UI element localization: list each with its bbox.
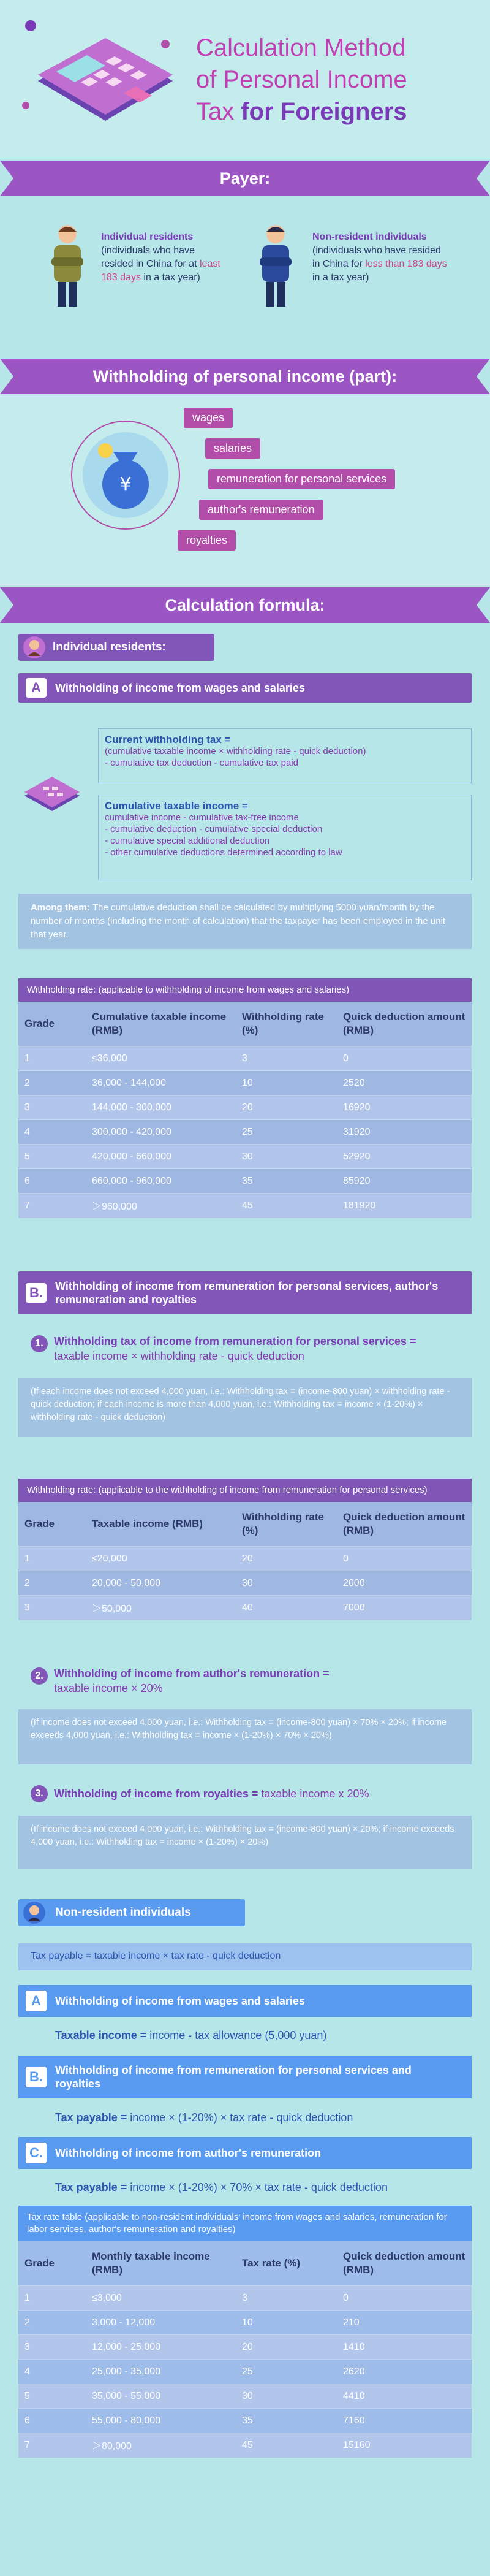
t3-r5-c1: 55,000 - 80,000 bbox=[86, 2409, 236, 2433]
t1-r5-c0: 6 bbox=[18, 1169, 86, 1194]
table1-grid bbox=[18, 1002, 472, 1218]
t2-r0-c1: ≤20,000 bbox=[86, 1547, 236, 1571]
t2-r1-c0: 2 bbox=[18, 1571, 86, 1596]
t1-r3-c2: 25 bbox=[236, 1120, 337, 1145]
t1-r6-c3: 181920 bbox=[337, 1194, 472, 1218]
formula-1-body: taxable income × withholding rate - quick deduction bbox=[54, 1350, 304, 1362]
among-text: The cumulative deduction shall be calculated by multiplying 5000 yuan/month by the number of months (including the month of calculation) that the taxpayer has been employed in the unit that year. bbox=[31, 902, 446, 940]
table-row bbox=[18, 2409, 472, 2433]
rate-table-1 bbox=[18, 978, 472, 1218]
among-bold: Among them: bbox=[31, 902, 92, 913]
withholding-section bbox=[0, 359, 490, 585]
money-bag-icon bbox=[67, 414, 184, 536]
current-line-2: - cumulative tax deduction - cumulative tax paid bbox=[105, 758, 298, 768]
note-2: (If income does not exceed 4,000 yuan, i.e.: Withholding tax = (income-800 yuan) × 70% × 20%; if income exceeds 4,000 yuan, i.e.: Withholding tax = income × (1-20%) × 70% × 20%) bbox=[18, 1709, 472, 1764]
t2-h0: Grade bbox=[24, 1518, 55, 1530]
residents-label bbox=[18, 634, 214, 661]
t1-r4-c1: 420,000 - 660,000 bbox=[86, 1145, 236, 1169]
resident-avatar-icon bbox=[21, 634, 48, 661]
nonresident-title: Non-resident individuals bbox=[312, 232, 427, 242]
resident-desc-highlight: least 183 days bbox=[101, 259, 221, 283]
header-banner bbox=[0, 0, 490, 159]
t1-r1-c2: 10 bbox=[236, 1071, 337, 1096]
formula-2-body: taxable income × 20% bbox=[54, 1682, 163, 1694]
t1-r0-c2: 3 bbox=[236, 1046, 337, 1071]
nonresident-info bbox=[312, 231, 447, 284]
nr-a-formula-body: income - tax allowance (5,000 yuan) bbox=[149, 2029, 327, 2041]
number-3-icon: 3. bbox=[31, 1785, 48, 1802]
t2-r1-c2: 30 bbox=[236, 1571, 337, 1596]
nonresident-person-icon bbox=[251, 221, 300, 313]
t1-r4-c0: 5 bbox=[18, 1145, 86, 1169]
nr-a-title: Withholding of income from wages and salaries bbox=[55, 1994, 305, 2007]
t3-r4-c1: 35,000 - 55,000 bbox=[86, 2384, 236, 2409]
calc-heading-text: Calculation formula: bbox=[165, 595, 325, 614]
t1-r5-c3: 85920 bbox=[337, 1169, 472, 1194]
t2-r0-c3: 0 bbox=[337, 1547, 472, 1571]
table-row bbox=[18, 1145, 472, 1169]
t3-r2-c1: 12,000 - 25,000 bbox=[86, 2335, 236, 2360]
resident-info bbox=[101, 231, 224, 284]
t3-r0-c3: 0 bbox=[337, 2286, 472, 2311]
title-line-2: of Personal Income bbox=[196, 66, 407, 93]
t1-r6-c0: 7 bbox=[18, 1194, 86, 1218]
payer-heading bbox=[0, 161, 490, 196]
t3-r4-c2: 30 bbox=[236, 2384, 337, 2409]
t2-r2-c1: ＞50,000 bbox=[86, 1596, 236, 1620]
cum-line-1: cumulative income - cumulative tax-free income bbox=[105, 812, 299, 823]
nr-c-formula-head: Tax payable = bbox=[55, 2181, 130, 2193]
t3-r3-c2: 25 bbox=[236, 2360, 337, 2384]
nr-a-bar bbox=[18, 1985, 472, 2017]
t3-h1: Monthly taxable income (RMB) bbox=[92, 2250, 210, 2276]
t3-h2: Tax rate (%) bbox=[242, 2257, 301, 2269]
title-line-1: Calculation Method bbox=[196, 34, 406, 61]
t1-r2-c0: 3 bbox=[18, 1096, 86, 1120]
t3-r3-c1: 25,000 - 35,000 bbox=[86, 2360, 236, 2384]
t2-h3: Quick deduction amount (RMB) bbox=[343, 1511, 466, 1536]
nr-b-bar bbox=[18, 2056, 472, 2098]
t1-r0-c0: 1 bbox=[18, 1046, 86, 1071]
t3-r6-c3: 15160 bbox=[337, 2433, 472, 2458]
t1-h3: Quick deduction amount (RMB) bbox=[343, 1011, 466, 1036]
table-row bbox=[18, 1046, 472, 1071]
formula-2-head: Withholding of income from author's remuneration = bbox=[54, 1667, 330, 1680]
t3-r3-c3: 2620 bbox=[337, 2360, 472, 2384]
cumulative-taxable-box bbox=[98, 795, 472, 880]
rate-table-2 bbox=[18, 1479, 472, 1620]
table-row bbox=[18, 2360, 472, 2384]
t3-r1-c0: 2 bbox=[18, 2311, 86, 2335]
t1-r6-c1: ＞960,000 bbox=[86, 1194, 236, 1218]
t3-r6-c0: 7 bbox=[18, 2433, 86, 2458]
nr-c-title: Withholding of income from author's remuneration bbox=[55, 2146, 322, 2159]
t3-r5-c0: 6 bbox=[18, 2409, 86, 2433]
among-note bbox=[18, 894, 472, 949]
t1-r3-c0: 4 bbox=[18, 1120, 86, 1145]
table-row bbox=[18, 2311, 472, 2335]
payer-heading-text: Payer: bbox=[219, 169, 271, 188]
t3-r5-c3: 7160 bbox=[337, 2409, 472, 2433]
t2-r2-c3: 7000 bbox=[337, 1596, 472, 1620]
formula-3-head: Withholding of income from royalties = bbox=[54, 1788, 258, 1800]
residents-b-title: Withholding of income from remuneration for personal services, author's remuneration and royalties bbox=[55, 1280, 439, 1306]
current-withholding-box bbox=[98, 728, 472, 783]
t1-r5-c1: 660,000 - 960,000 bbox=[86, 1169, 236, 1194]
current-title: Current withholding tax = bbox=[105, 734, 231, 745]
payer-section bbox=[0, 161, 490, 357]
nr-c-formula bbox=[55, 2181, 388, 2194]
table-row bbox=[18, 1096, 472, 1120]
formula-3-body: taxable income x 20% bbox=[258, 1788, 369, 1800]
t1-r5-c2: 35 bbox=[236, 1169, 337, 1194]
t2-r2-c2: 40 bbox=[236, 1596, 337, 1620]
number-2-icon: 2. bbox=[31, 1667, 48, 1685]
rate-table-3 bbox=[18, 2206, 472, 2458]
nr-b-title: Withholding of income from remuneration for personal services and royalties bbox=[55, 2064, 412, 2090]
t3-r1-c1: 3,000 - 12,000 bbox=[86, 2311, 236, 2335]
title-line-3b: for Foreigners bbox=[241, 98, 407, 125]
nr-badge-a: A bbox=[26, 1991, 47, 2011]
number-1-icon: 1. bbox=[31, 1335, 48, 1352]
table-row bbox=[18, 2433, 472, 2458]
withholding-label-royalties: royalties bbox=[178, 530, 236, 551]
table-row bbox=[18, 1194, 472, 1218]
table-row bbox=[18, 1571, 472, 1596]
note-3: (If income does not exceed 4,000 yuan, i.e.: Withholding tax = (income-800 yuan) × 20%; if income exceeds 4,000 yuan, i.e.: Withholding tax = income × (1-20%) × 20%) bbox=[18, 1816, 472, 1869]
t3-r5-c2: 35 bbox=[236, 2409, 337, 2433]
table-row bbox=[18, 2384, 472, 2409]
nonresident-desc-c: in a tax year) bbox=[312, 272, 369, 283]
t3-r2-c3: 1410 bbox=[337, 2335, 472, 2360]
withholding-label-services: remuneration for personal services bbox=[208, 469, 395, 489]
t2-r1-c3: 2000 bbox=[337, 1571, 472, 1596]
withholding-item-2 bbox=[208, 469, 395, 489]
t3-r4-c0: 5 bbox=[18, 2384, 86, 2409]
withholding-heading bbox=[0, 359, 490, 394]
t1-r0-c3: 0 bbox=[337, 1046, 472, 1071]
residents-b-bar bbox=[18, 1271, 472, 1314]
withholding-item-0 bbox=[184, 408, 233, 428]
table1-caption: Withholding rate: (applicable to withholding of income from wages and salaries) bbox=[18, 978, 472, 1002]
svg-text:¥: ¥ bbox=[119, 474, 132, 495]
t1-h1: Cumulative taxable income (RMB) bbox=[92, 1011, 227, 1036]
t3-r2-c2: 20 bbox=[236, 2335, 337, 2360]
calculator-small-icon bbox=[18, 765, 86, 820]
table-row bbox=[18, 1169, 472, 1194]
nr-b-formula bbox=[55, 2111, 353, 2124]
t3-r4-c3: 4410 bbox=[337, 2384, 472, 2409]
formula-3 bbox=[54, 1786, 470, 1801]
table2-caption: Withholding rate: (applicable to the withholding of income from remuneration for personal services) bbox=[18, 1479, 472, 1502]
table-row bbox=[18, 2286, 472, 2311]
cum-title: Cumulative taxable income = bbox=[105, 800, 248, 812]
nonresidents-label-text: Non-resident individuals bbox=[55, 1906, 191, 1919]
t1-r2-c2: 20 bbox=[236, 1096, 337, 1120]
nr-c-bar bbox=[18, 2137, 472, 2169]
t3-r0-c1: ≤3,000 bbox=[86, 2286, 236, 2311]
formula-1 bbox=[54, 1334, 470, 1363]
table-row bbox=[18, 1596, 472, 1620]
t3-h0: Grade bbox=[24, 2257, 55, 2269]
t2-r0-c0: 1 bbox=[18, 1547, 86, 1571]
t1-r3-c3: 31920 bbox=[337, 1120, 472, 1145]
table-row bbox=[18, 2335, 472, 2360]
nonresident-desc-highlight: less than 183 days bbox=[365, 259, 447, 269]
formula-2 bbox=[54, 1666, 470, 1696]
t3-r1-c2: 10 bbox=[236, 2311, 337, 2335]
t1-r0-c1: ≤36,000 bbox=[86, 1046, 236, 1071]
t3-h3: Quick deduction amount (RMB) bbox=[343, 2250, 466, 2276]
withholding-label-wages: wages bbox=[184, 408, 233, 428]
calculator-illustration bbox=[13, 13, 185, 148]
withholding-item-1 bbox=[205, 438, 260, 459]
t1-r2-c1: 144,000 - 300,000 bbox=[86, 1096, 236, 1120]
table3-caption: Tax rate table (applicable to non-resident individuals' income from wages and salaries, remuneration for labor services, author's remuneration and royalties) bbox=[18, 2206, 472, 2241]
t3-r0-c0: 1 bbox=[18, 2286, 86, 2311]
withholding-item-4 bbox=[178, 530, 236, 551]
t2-r2-c0: 3 bbox=[18, 1596, 86, 1620]
t3-r3-c0: 4 bbox=[18, 2360, 86, 2384]
withholding-label-author: author's remuneration bbox=[199, 500, 323, 520]
nonresidents-label bbox=[18, 1899, 245, 1926]
table2-grid bbox=[18, 1502, 472, 1620]
table3-grid bbox=[18, 2241, 472, 2458]
t1-r3-c1: 300,000 - 420,000 bbox=[86, 1120, 236, 1145]
nonresident-avatar-icon bbox=[21, 1899, 48, 1926]
t3-r1-c3: 210 bbox=[337, 2311, 472, 2335]
formula-1-head: Withholding tax of income from remuneration for personal services = bbox=[54, 1335, 417, 1347]
residents-a-bar bbox=[18, 673, 472, 703]
t1-h0: Grade bbox=[24, 1018, 55, 1029]
badge-b: B. bbox=[26, 1283, 47, 1303]
nr-a-formula bbox=[55, 2029, 326, 2042]
t2-h1: Taxable income (RMB) bbox=[92, 1518, 203, 1530]
t2-r0-c2: 20 bbox=[236, 1547, 337, 1571]
withholding-label-salaries: salaries bbox=[205, 438, 260, 459]
nr-b-formula-head: Tax payable = bbox=[55, 2111, 130, 2124]
t2-h2: Withholding rate (%) bbox=[242, 1511, 324, 1536]
page-title bbox=[196, 32, 407, 128]
t1-h2: Withholding rate (%) bbox=[242, 1011, 324, 1036]
t3-r2-c0: 3 bbox=[18, 2335, 86, 2360]
t3-r6-c2: 45 bbox=[236, 2433, 337, 2458]
nr-a-formula-head: Taxable income = bbox=[55, 2029, 150, 2041]
resident-desc-a: (individuals who have resided in China for at bbox=[101, 245, 197, 269]
withholding-heading-text: Withholding of personal income (part): bbox=[92, 367, 398, 386]
t1-r1-c0: 2 bbox=[18, 1071, 86, 1096]
t1-r4-c2: 30 bbox=[236, 1145, 337, 1169]
resident-desc-c: in a tax year) bbox=[140, 272, 200, 283]
note-1: (If each income does not exceed 4,000 yuan, i.e.: Withholding tax = (income-800 yuan) × withholding rate - quick deduction; if each income is more than 4,000 yuan, i.e.: Withholding tax = income × (1-20%) × withholding rate - quick deduction) bbox=[18, 1378, 472, 1437]
t1-r4-c3: 52920 bbox=[337, 1145, 472, 1169]
nr-badge-b: B. bbox=[26, 2067, 47, 2087]
table-row bbox=[18, 1120, 472, 1145]
t1-r1-c1: 36,000 - 144,000 bbox=[86, 1071, 236, 1096]
t2-r1-c1: 20,000 - 50,000 bbox=[86, 1571, 236, 1596]
tax-payable-general: Tax payable = taxable income × tax rate - quick deduction bbox=[18, 1943, 472, 1970]
residents-a-title: Withholding of income from wages and salaries bbox=[55, 681, 305, 694]
nr-b-formula-body: income × (1-20%) × tax rate - quick deduction bbox=[130, 2111, 353, 2124]
t3-r6-c1: ＞80,000 bbox=[86, 2433, 236, 2458]
nr-c-formula-body: income × (1-20%) × 70% × tax rate - quick deduction bbox=[130, 2181, 388, 2193]
residents-label-text: Individual residents: bbox=[53, 641, 166, 654]
calc-section bbox=[0, 587, 490, 2576]
cum-line-2: - cumulative deduction - cumulative special deduction bbox=[105, 824, 323, 834]
t1-r2-c3: 16920 bbox=[337, 1096, 472, 1120]
title-line-3a: Tax bbox=[196, 98, 241, 125]
calc-heading bbox=[0, 587, 490, 623]
t3-r0-c2: 3 bbox=[236, 2286, 337, 2311]
cum-line-3: - cumulative special additional deduction bbox=[105, 836, 270, 846]
resident-title: Individual residents bbox=[101, 232, 194, 242]
current-line-1: (cumulative taxable income × withholding rate - quick deduction) bbox=[105, 746, 366, 756]
badge-a: A bbox=[26, 678, 47, 698]
table-row bbox=[18, 1071, 472, 1096]
t1-r1-c3: 2520 bbox=[337, 1071, 472, 1096]
withholding-item-3 bbox=[199, 500, 323, 520]
table-row bbox=[18, 1547, 472, 1571]
resident-person-icon bbox=[43, 221, 92, 313]
t1-r6-c2: 45 bbox=[236, 1194, 337, 1218]
nonresident-desc-a: (individuals who have resided in China for bbox=[312, 245, 441, 269]
nr-badge-c: C. bbox=[26, 2143, 47, 2163]
cum-line-4: - other cumulative deductions determined according to law bbox=[105, 847, 342, 858]
